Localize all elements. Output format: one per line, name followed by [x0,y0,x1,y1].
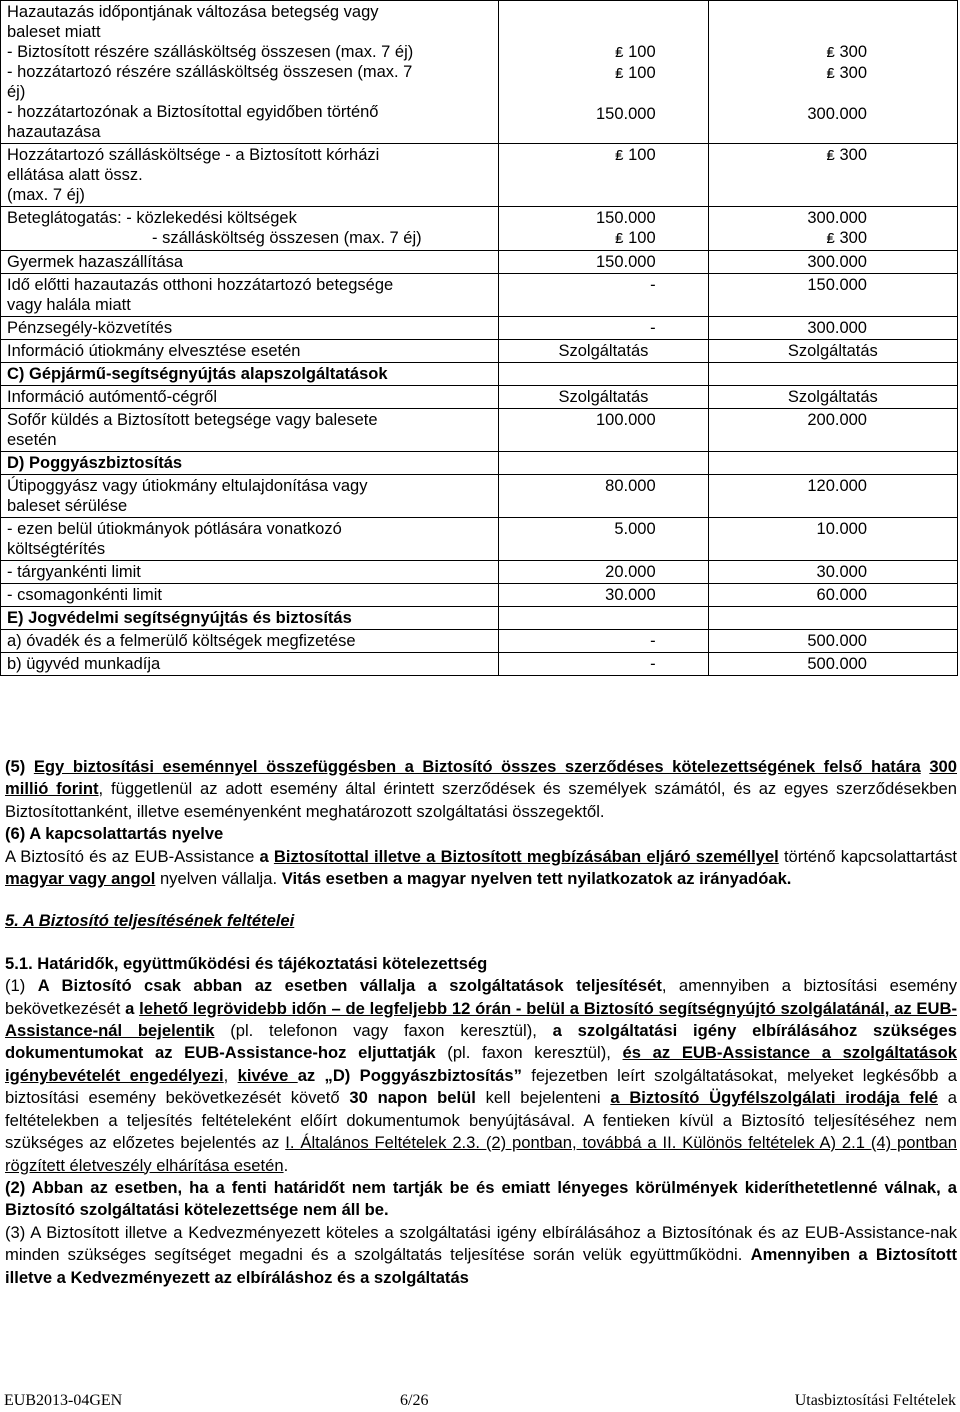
value-cell-1: - [499,653,708,676]
value-cell-1: ₤ 100 [499,144,708,207]
currency-icon: ₤ [826,230,835,247]
row-label: Információ útiokmány elvesztése esetén [1,340,499,363]
table-row [1,251,958,274]
value-cell-2: 500.000 [708,630,957,653]
value-cell-1: 20.000 [499,561,708,584]
row-label: Pénzsegély-közvetítés [1,317,499,340]
value-cell-2: 200.000 [708,409,957,452]
table-row [1,1,958,144]
value-cell-2: 300.000 ₤ 300 [708,207,957,251]
value-cell-2: Szolgáltatás [708,386,957,409]
table-row [1,340,958,363]
section-heading: D) Poggyászbiztosítás [1,452,499,475]
row-label: Információ autómentő-cégről [1,386,499,409]
currency-icon: ₤ [826,44,835,61]
table-row [1,584,958,607]
currency-icon: ₤ [615,147,624,164]
currency-icon: ₤ [615,230,624,247]
paragraph-2: (2) Abban az esetben, ha a fenti határidőt nem tartják be és emiatt lényeges körülmények kideríthetetlenné válnak, a Biztosító szolgáltatási kötelezettsége nem áll be. [5,1177,957,1220]
currency-icon: ₤ [615,65,624,82]
value-cell-1: 30.000 [499,584,708,607]
value-cell-1: 80.000 [499,475,708,518]
table-section-row [1,363,958,386]
value-cell-1: Szolgáltatás [499,340,708,363]
value-cell-1: - [499,317,708,340]
value-cell-1: Szolgáltatás [499,386,708,409]
currency-icon: ₤ [615,44,624,61]
body-text [5,756,957,1289]
value-cell-1: - [499,630,708,653]
row-label: Beteglátogatás: - közlekedési költségek - szállásköltség összesen (max. 7 éj) [1,207,499,251]
value-cell-1: - [499,274,708,317]
table-row [1,386,958,409]
heading-6: (6) A kapcsolattartás nyelve [5,824,224,844]
value-cell-1: 150.000 [499,251,708,274]
table-row [1,317,958,340]
table-row [1,274,958,317]
value-cell-2: ₤ 300 [708,144,957,207]
footer-doc-code: EUB2013-04GEN [4,1392,123,1409]
table-row [1,518,958,561]
value-cell-1: 150.000 ₤ 100 [499,207,708,251]
value-cell-1: ₤ 100 ₤ 100 150.000 [499,1,708,144]
row-label: - ezen belül útiokmányok pótlására vonatkozó költségtérítés [1,518,499,561]
table-row [1,144,958,207]
table-section-row [1,452,958,475]
coverage-table [0,0,958,676]
value-cell-2: Szolgáltatás [708,340,957,363]
section-5-1-heading: 5.1. Határidők, együttműködési és tájékoztatási kötelezettség [5,953,488,973]
row-label: a) óvadék és a felmerülő költségek megfizetése [1,630,499,653]
page-footer [0,1392,960,1412]
section-heading: C) Gépjármű-segítségnyújtás alapszolgáltatások [1,363,499,386]
table-row [1,475,958,518]
value-cell-2: ₤ 300 ₤ 300 300.000 [708,1,957,144]
row-label: b) ügyvéd munkadíja [1,653,499,676]
row-label: Idő előtti hazautazás otthoni hozzátartozó betegsége vagy halála miatt [1,274,499,317]
value-cell-2: 500.000 [708,653,957,676]
value-cell-2: 10.000 [708,518,957,561]
section-5-heading: 5. A Biztosító teljesítésének feltételei [5,911,295,931]
footer-title: Utasbiztosítási Feltételek [794,1392,956,1409]
footer-page-number: 6/26 [400,1392,429,1409]
currency-icon: ₤ [826,65,835,82]
row-label: Gyermek hazaszállítása [1,251,499,274]
value-cell-2: 30.000 [708,561,957,584]
row-label: Sofőr küldés a Biztosított betegsége vagy balesete esetén [1,409,499,452]
row-label: Útipoggyász vagy útiokmány eltulajdonítása vagy baleset sérülése [1,475,499,518]
table-row [1,561,958,584]
value-cell-2: 300.000 [708,251,957,274]
table-row [1,409,958,452]
value-cell-1: 5.000 [499,518,708,561]
value-cell-1: 100.000 [499,409,708,452]
value-cell-2: 120.000 [708,475,957,518]
paragraph-6: A Biztosító és az EUB-Assistance a Biztosítottal illetve a Biztosított megbízásában eljáró személlyel történő kapcsolattartást magyar vagy angol nyelven vállalja. Vitás esetben a magyar nyelven tett nyilatkozatok az irányadóak. [5,846,957,889]
table-row [1,630,958,653]
paragraph-3: (3) A Biztosított illetve a Kedvezményezett köteles a szolgáltatási igény elbírálásához a Biztosítónak és az EUB-Assistance-nak minden szükséges segítséget megadni és a szolgáltatás teljesítése során velük együttműködni. Amennyiben a Biztosított illetve a Kedvezményezett az elbíráláshoz és a szolgáltatás [5,1222,957,1287]
row-label: - csomagonkénti limit [1,584,499,607]
row-label: Hozzátartozó szállásköltsége - a Biztosított kórházi ellátása alatt össz. (max. 7 éj) [1,144,499,207]
value-cell-2: 60.000 [708,584,957,607]
value-cell-2: 150.000 [708,274,957,317]
value-cell-2: 300.000 [708,317,957,340]
paragraph-5: (5) Egy biztosítási eseménnyel összefüggésben a Biztosító összes szerződéses kötelezettségének felső határa 300 millió forint, függetlenül az adott esemény által érintett szerződések és személyek számától, és az egyes szerződésekben Biztosítottanként, illetve eseményenként meghatározott szolgáltatási összegektől. [5,757,957,821]
table-row [1,653,958,676]
row-label: Hazautazás időpontjának változása betegség vagy baleset miatt - Biztosított részére szállásköltség összesen (max. 7 éj) - hozzátartozó részére szállásköltség összesen (max. 7 éj) - hozzátartozónak a Biztosítottal egyidőben történő hazautazása [1,1,499,144]
currency-icon: ₤ [826,147,835,164]
paragraph-1: (1) A Biztosító csak abban az esetben vállalja a szolgáltatások teljesítését, amennyiben a biztosítási esemény bekövetkezését a lehető legrövidebb időn – de legfeljebb 12 órán - belül a Biztosító segítségnyújtó szolgálatánál, az EUB-Assistance-nál bejelentik (pl. telefonon vagy faxon keresztül), a szolgáltatási igény elbírálásához szükséges dokumentumokat az EUB-Assistance-hoz eljuttatják (pl. faxon keresztül), és az EUB-Assistance a szolgáltatások igénybevételét engedélyezi, kivéve az „D) Poggyászbiztosítás” fejezetben leírt szolgáltatásokat, melyeket legkésőbb a biztosítási esemény bekövetkezését követő 30 napon belül kell bejelenteni a Biztosító Ügyfélszolgálati irodája felé a feltételekben a teljesítés feltételeként előírt dokumentumok benyújtásával. A fentieken kívül a Biztosító teljesítéséhez nem szükséges az előzetes bejelentés az I. Általános Feltételek 2.3. (2) pontban, továbbá a II. Különös feltételek A) 2.1 (4) pontban rögzített életveszély elhárítása esetén. [5,976,957,1175]
table-section-row [1,607,958,630]
section-heading: E) Jogvédelmi segítségnyújtás és biztosítás [1,607,499,630]
row-label: - tárgyankénti limit [1,561,499,584]
table-row [1,207,958,251]
